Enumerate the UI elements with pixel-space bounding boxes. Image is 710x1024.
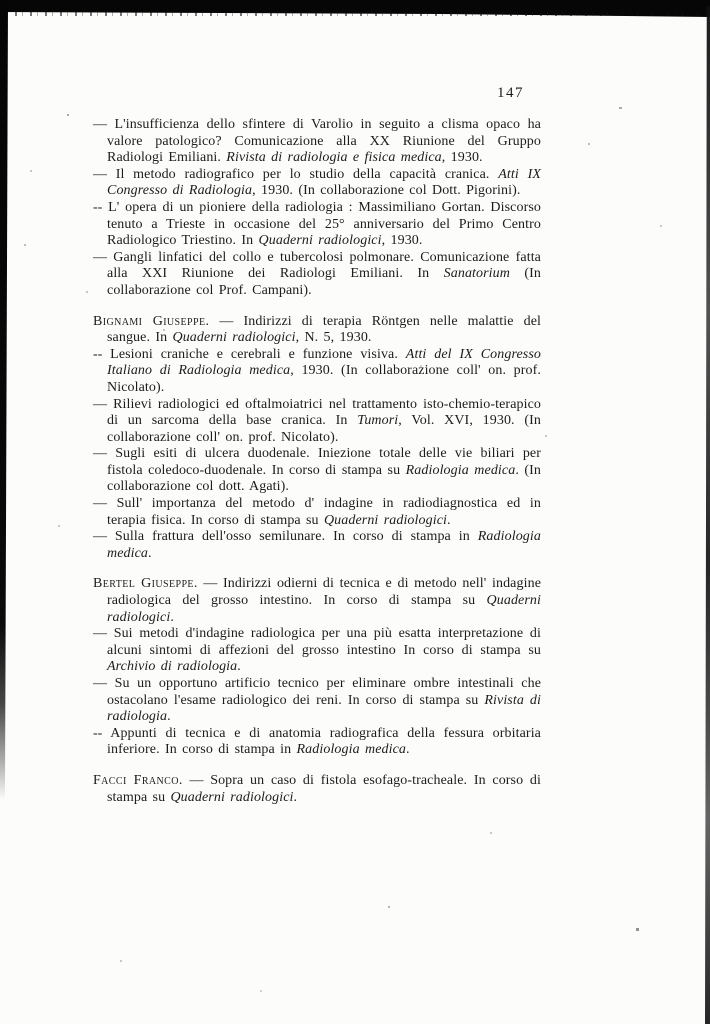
page-number: 147 bbox=[497, 85, 524, 101]
entry-dash: -- bbox=[93, 725, 103, 741]
journal-title: Quaderni radiologici bbox=[323, 512, 448, 528]
scan-speckle bbox=[588, 143, 590, 145]
entry-text: (In collaborazione col Prof. Campani). bbox=[107, 266, 541, 298]
author-name: Bignami Giuseppe. bbox=[93, 313, 210, 329]
bibliography-list bbox=[93, 117, 541, 806]
entry-text: . bbox=[167, 709, 171, 725]
entry-text: Su un opportuno artificio tecnico per eliminare ombre intestinali che ostacolano l'esame radiologico dei reni. In corso di stampa su bbox=[107, 676, 542, 708]
scan-speckle bbox=[660, 225, 662, 227]
entry-dash: — bbox=[219, 313, 234, 329]
scan-speckle bbox=[58, 525, 60, 527]
journal-title: Radiologia medica bbox=[296, 742, 407, 758]
entry-text: Rilievi radiologici ed oftalmoiatrici nel trattamento isto-chemio-terapico di un sarcoma della base cranica. In bbox=[107, 396, 542, 429]
bibliography-entry bbox=[93, 496, 541, 529]
entry-text: Lesioni craniche e cerebrali e funzione visiva. bbox=[110, 346, 406, 362]
entry-text: Indirizzi di terapia Röntgen nelle malattie del sangue. In bbox=[107, 313, 542, 346]
entry-text: , 1930. (In collaborazione coll' on. prof. Nicolato). bbox=[107, 363, 541, 395]
journal-title: Quaderni radiologici bbox=[258, 233, 382, 249]
journal-title: Quaderni radiologici bbox=[170, 789, 294, 805]
journal-title: Quaderni radiologici bbox=[172, 330, 296, 346]
journal-title: Radiologia medica bbox=[405, 462, 516, 478]
bibliography-entry bbox=[93, 250, 541, 300]
journal-title: Rivista di radiologia e fisica medica bbox=[226, 150, 442, 166]
journal-title: Atti del IX Congresso Italiano di Radiologia medica bbox=[107, 346, 542, 379]
author-name: Facci Franco. bbox=[93, 772, 183, 788]
scan-speckle bbox=[490, 832, 492, 834]
journal-title: Radiologia medica bbox=[107, 529, 541, 561]
bibliography-entry bbox=[93, 446, 541, 496]
journal-title: Quaderni radiologici bbox=[107, 593, 541, 625]
entry-dash: — bbox=[93, 446, 107, 462]
scan-speckle bbox=[86, 291, 88, 293]
entry-text: . bbox=[148, 545, 152, 561]
scan-edge-left bbox=[0, 0, 8, 800]
entry-text: Sull' importanza del metodo d' indagine in radiodiagnostica ed in terapia fisica. In corso di stampa su bbox=[107, 496, 542, 528]
journal-title: Rivista di radiologia bbox=[107, 692, 542, 725]
bibliography-entry bbox=[93, 347, 541, 397]
scan-speckle bbox=[619, 107, 622, 109]
entry-text: , 1930. (In collaborazione col Dott. Pigorini). bbox=[252, 183, 521, 199]
entry-dash: — bbox=[93, 676, 107, 691]
scan-speckle bbox=[545, 435, 547, 437]
journal-title: Tumori bbox=[357, 413, 399, 429]
entry-text: Gangli linfatici del collo e tubercolosi polmonare. Comunicazione fatta alla XXI Riunione dei Radiologi Emiliani. In bbox=[107, 249, 541, 282]
entry-text: L'insufficienza dello sfintere di Varolio in seguito a clisma opaco ha valore patologico? Comunicazione alla XX Riunione del Gruppo Radiologi Emiliani. bbox=[107, 117, 541, 166]
entry-text: Il metodo radiografico per lo studio della capacità cranica. bbox=[115, 166, 499, 182]
entry-text: . bbox=[293, 789, 298, 805]
bibliography-entry bbox=[93, 529, 541, 562]
entry-text: Indirizzi odierni di tecnica e di metodo nell' indagine radiologica del grosso intestino. In corso di stampa su bbox=[107, 576, 542, 609]
entry-text: Sopra un caso di fistola esofago-tracheale. In corso di stampa su bbox=[107, 772, 541, 805]
entry-text: . bbox=[170, 609, 174, 625]
scan-edge-top bbox=[0, 0, 710, 20]
entry-text: , Vol. XVI, 1930. (In collaborazione coll' on. prof. Nicolato). bbox=[107, 413, 541, 445]
bibliography-entry bbox=[93, 626, 541, 676]
bibliography-entry bbox=[93, 117, 541, 167]
scan-speckle bbox=[120, 960, 122, 962]
entry-dash: — bbox=[93, 626, 107, 642]
bibliography-entry bbox=[93, 397, 541, 447]
entry-dash: — bbox=[189, 772, 204, 788]
bibliography-entry bbox=[93, 167, 541, 200]
scan-speckle bbox=[30, 170, 32, 172]
bibliography-entry bbox=[93, 726, 541, 759]
bibliography-entry bbox=[93, 676, 541, 726]
entry-dash: — bbox=[93, 529, 107, 545]
entry-text: , 1930. bbox=[441, 150, 483, 166]
entry-text: . bbox=[406, 742, 410, 758]
entry-dash: — bbox=[93, 249, 107, 265]
bibliography-entry bbox=[93, 200, 541, 250]
journal-title: Sanatorium bbox=[443, 266, 510, 282]
bibliography-entry bbox=[93, 314, 541, 347]
scan-speckle bbox=[260, 990, 262, 992]
entry-dash: — bbox=[93, 496, 107, 512]
journal-title: Archivio di radiologia bbox=[107, 659, 238, 675]
bibliography-entry bbox=[93, 576, 541, 626]
entry-dash: -- bbox=[93, 346, 103, 362]
scan-speckle bbox=[636, 928, 639, 931]
entry-text: . bbox=[447, 512, 451, 528]
entry-dash: — bbox=[93, 166, 107, 182]
entry-text: Sulla frattura dell'osso semilunare. In corso di stampa in bbox=[114, 529, 478, 545]
entry-text: , 1930. bbox=[381, 233, 423, 249]
entry-dash: — bbox=[93, 396, 107, 412]
entry-text: Sui metodi d'indagine radiologica per una più esatta interpretazione di alcuni sintomi di affezioni del grosso intestino In corso di stampa su bbox=[107, 626, 542, 658]
entry-dash: — bbox=[93, 117, 107, 132]
entry-dash: — bbox=[203, 576, 218, 592]
entry-text: . (In collaborazione col dott. Agati). bbox=[107, 462, 541, 495]
entry-text: . bbox=[237, 659, 241, 675]
scan-edge-top-noise bbox=[0, 12, 710, 16]
entry-dash: -- bbox=[93, 199, 103, 215]
journal-title: Atti IX Congresso di Radiologia bbox=[107, 166, 541, 199]
entry-text: Appunti di tecnica e di anatomia radiografica della fessura orbitaria inferiore. In corso di stampa in bbox=[107, 725, 541, 758]
entry-text: L' opera di un pioniere della radiologia : Massimiliano Gortan. Discorso tenuto a Trieste in occasione del 25° anniversario del Primo Centro Radiologico Triestino. In bbox=[107, 199, 541, 249]
scan-edge-right bbox=[705, 6, 710, 1024]
entry-text: Sugli esiti di ulcera duodenale. Iniezione totale delle vie biliari per fistola coledoco-duodenale. In corso di stampa su bbox=[107, 446, 542, 478]
scan-speckle bbox=[24, 244, 26, 246]
scan-speckle bbox=[67, 114, 69, 116]
entry-text: , N. 5, 1930. bbox=[295, 330, 372, 346]
bibliography-entry bbox=[93, 773, 541, 806]
author-name: Bertel Giuseppe. bbox=[93, 576, 198, 592]
scan-speckle bbox=[388, 906, 390, 908]
